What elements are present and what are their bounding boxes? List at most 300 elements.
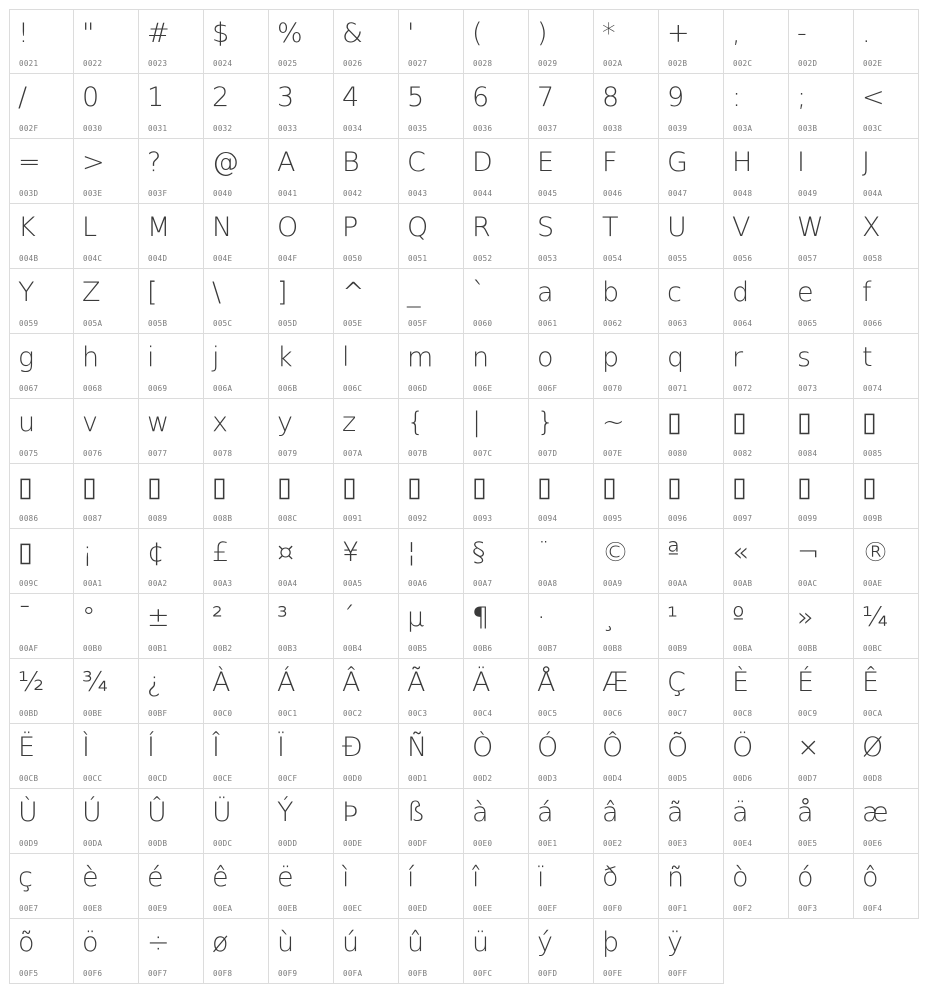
glyph-cell <box>724 594 789 659</box>
glyph-cell <box>529 529 594 594</box>
glyph-codepoint: 00C5 <box>538 709 558 718</box>
glyph-char: G <box>667 147 688 178</box>
glyph-char: H <box>732 147 753 178</box>
glyph-char: ÿ <box>667 927 683 958</box>
glyph-cell <box>854 334 919 399</box>
glyph-char: p <box>602 342 620 373</box>
glyph-char: L <box>82 212 98 243</box>
glyph-codepoint: 00DB <box>148 839 168 848</box>
glyph-codepoint: 004C <box>83 254 103 263</box>
glyph-char: Y <box>18 277 35 308</box>
glyph-cell <box>9 659 74 724</box>
glyph-char: Ö <box>732 732 754 763</box>
glyph-char: ä <box>732 797 749 828</box>
glyph-cell <box>789 269 854 334</box>
glyph-codepoint: 006E <box>473 384 493 393</box>
glyph-codepoint: 0031 <box>148 124 168 133</box>
glyph-cell <box>269 399 334 464</box>
glyph-cell <box>334 659 399 724</box>
glyph-codepoint: 0034 <box>343 124 363 133</box>
glyph-char: W <box>797 212 824 243</box>
glyph-cell <box>399 399 464 464</box>
glyph-cell <box>789 659 854 724</box>
glyph-char: ▯ <box>732 407 747 438</box>
glyph-cell <box>269 139 334 204</box>
glyph-cell <box>594 204 659 269</box>
glyph-cell <box>529 789 594 854</box>
glyph-cell <box>139 659 204 724</box>
glyph-cell <box>529 464 594 529</box>
glyph-codepoint: 0085 <box>863 449 883 458</box>
glyph-cell <box>204 529 269 594</box>
glyph-char: Û <box>147 797 167 828</box>
glyph-cell <box>269 9 334 74</box>
glyph-codepoint: 00EC <box>343 904 363 913</box>
glyph-char: Æ <box>602 667 629 698</box>
glyph-char: ¡ <box>82 537 93 568</box>
glyph-cell <box>529 334 594 399</box>
glyph-cell <box>724 74 789 139</box>
glyph-cell <box>334 399 399 464</box>
glyph-cell <box>139 204 204 269</box>
glyph-cell <box>399 659 464 724</box>
glyph-char: $ <box>212 18 230 49</box>
glyph-cell <box>399 464 464 529</box>
glyph-char: / <box>18 82 28 113</box>
glyph-codepoint: 00C2 <box>343 709 363 718</box>
glyph-codepoint: 0050 <box>343 254 363 263</box>
glyph-codepoint: 00B6 <box>473 644 493 653</box>
glyph-cell <box>139 594 204 659</box>
glyph-codepoint: 00D2 <box>473 774 493 783</box>
glyph-char: @ <box>212 147 239 178</box>
glyph-char: £ <box>212 537 230 568</box>
glyph-char: ¶ <box>472 602 490 633</box>
glyph-codepoint: 0074 <box>863 384 883 393</box>
glyph-char: O <box>277 212 299 243</box>
glyph-cell <box>529 399 594 464</box>
glyph-cell <box>464 74 529 139</box>
glyph-char: « <box>732 537 749 568</box>
glyph-char: í <box>407 862 415 893</box>
glyph-cell <box>334 854 399 919</box>
glyph-char: h <box>82 342 100 373</box>
glyph-char: f <box>862 277 872 308</box>
glyph-codepoint: 006D <box>408 384 428 393</box>
glyph-char: Í <box>147 732 155 763</box>
glyph-char: Ò <box>472 732 494 763</box>
glyph-codepoint: 00A4 <box>278 579 298 588</box>
glyph-codepoint: 0063 <box>668 319 688 328</box>
glyph-cell <box>854 594 919 659</box>
glyph-codepoint: 0094 <box>538 514 558 523</box>
glyph-char: à <box>472 797 489 828</box>
glyph-cell <box>724 529 789 594</box>
glyph-char: ) <box>537 18 548 49</box>
glyph-cell <box>594 139 659 204</box>
glyph-codepoint: 00BF <box>148 709 168 718</box>
glyph-codepoint: 0035 <box>408 124 428 133</box>
glyph-cell <box>854 789 919 854</box>
glyph-char: n <box>472 342 490 373</box>
glyph-codepoint: 00AE <box>863 579 883 588</box>
glyph-char: U <box>667 212 687 243</box>
glyph-char: > <box>82 147 105 178</box>
glyph-char: + <box>667 18 690 49</box>
glyph-codepoint: 00BC <box>863 644 883 653</box>
glyph-codepoint: 005B <box>148 319 168 328</box>
glyph-char: - <box>797 18 807 49</box>
glyph-cell <box>334 529 399 594</box>
glyph-codepoint: 0023 <box>148 59 168 68</box>
glyph-char: N <box>212 212 233 243</box>
glyph-cell <box>139 724 204 789</box>
glyph-cell <box>204 659 269 724</box>
glyph-char: I <box>797 147 805 178</box>
glyph-cell <box>594 464 659 529</box>
glyph-codepoint: 00E8 <box>83 904 103 913</box>
glyph-cell <box>269 594 334 659</box>
glyph-codepoint: 0086 <box>19 514 39 523</box>
glyph-codepoint: 005D <box>278 319 298 328</box>
glyph-char: ó <box>797 862 814 893</box>
glyph-char: × <box>797 732 820 763</box>
glyph-char: ¬ <box>797 537 820 568</box>
glyph-codepoint: 0045 <box>538 189 558 198</box>
glyph-codepoint: 00FD <box>538 969 558 978</box>
glyph-char: F <box>602 147 618 178</box>
glyph-codepoint: 0072 <box>733 384 753 393</box>
glyph-codepoint: 0062 <box>603 319 623 328</box>
glyph-cell <box>529 724 594 789</box>
glyph-cell <box>854 659 919 724</box>
glyph-cell <box>789 594 854 659</box>
glyph-codepoint: 0030 <box>83 124 103 133</box>
glyph-char: ~ <box>602 407 625 438</box>
glyph-codepoint: 0044 <box>473 189 493 198</box>
glyph-codepoint: 0084 <box>798 449 818 458</box>
glyph-char: ç <box>18 862 33 893</box>
glyph-char: ¹ <box>667 602 678 633</box>
glyph-codepoint: 00EE <box>473 904 493 913</box>
glyph-codepoint: 008C <box>278 514 298 523</box>
glyph-codepoint: 0021 <box>19 59 39 68</box>
glyph-char: ¨ <box>537 537 551 568</box>
glyph-codepoint: 008B <box>213 514 233 523</box>
glyph-codepoint: 00B9 <box>668 644 688 653</box>
glyph-codepoint: 00A7 <box>473 579 493 588</box>
glyph-char: " <box>82 18 95 49</box>
glyph-char: S <box>537 212 555 243</box>
glyph-cell <box>269 919 334 984</box>
glyph-codepoint: 0077 <box>148 449 168 458</box>
glyph-cell <box>204 399 269 464</box>
glyph-cell <box>9 464 74 529</box>
glyph-char: ▯ <box>18 537 33 568</box>
glyph-cell <box>74 919 139 984</box>
glyph-codepoint: 00DC <box>213 839 233 848</box>
glyph-char: J <box>862 147 870 178</box>
glyph-cell <box>594 334 659 399</box>
glyph-cell <box>854 854 919 919</box>
glyph-cell <box>74 464 139 529</box>
glyph-cell <box>659 399 724 464</box>
glyph-codepoint: 00F0 <box>603 904 623 913</box>
glyph-cell <box>789 204 854 269</box>
glyph-codepoint: 00F1 <box>668 904 688 913</box>
glyph-char: ( <box>472 18 483 49</box>
glyph-codepoint: 007E <box>603 449 623 458</box>
glyph-codepoint: 00C8 <box>733 709 753 718</box>
glyph-char: Å <box>537 667 556 698</box>
glyph-codepoint: 00CB <box>19 774 39 783</box>
glyph-cell <box>269 74 334 139</box>
glyph-char: ð <box>602 862 619 893</box>
glyph-codepoint: 00E6 <box>863 839 883 848</box>
glyph-char: · <box>537 602 546 633</box>
glyph-cell <box>399 334 464 399</box>
glyph-cell <box>724 724 789 789</box>
glyph-char: Z <box>82 277 101 308</box>
glyph-codepoint: 0057 <box>798 254 818 263</box>
glyph-codepoint: 00FE <box>603 969 623 978</box>
glyph-char: ] <box>277 277 288 308</box>
glyph-codepoint: 0038 <box>603 124 623 133</box>
glyph-cell <box>139 464 204 529</box>
glyph-char: é <box>147 862 164 893</box>
glyph-codepoint: 00FB <box>408 969 428 978</box>
glyph-cell <box>594 789 659 854</box>
glyph-cell <box>854 724 919 789</box>
glyph-char: * <box>602 18 616 49</box>
glyph-cell <box>334 74 399 139</box>
glyph-char: Î <box>212 732 220 763</box>
glyph-cell <box>399 204 464 269</box>
glyph-codepoint: 00F5 <box>19 969 39 978</box>
glyph-char: D <box>472 147 493 178</box>
glyph-cell <box>9 854 74 919</box>
glyph-cell <box>464 724 529 789</box>
glyph-codepoint: 006B <box>278 384 298 393</box>
glyph-codepoint: 00BB <box>798 644 818 653</box>
glyph-char: ï <box>537 862 545 893</box>
glyph-codepoint: 0079 <box>278 449 298 458</box>
glyph-char: è <box>82 862 99 893</box>
glyph-char: k <box>277 342 293 373</box>
glyph-cell <box>529 919 594 984</box>
glyph-char: 3 <box>277 82 295 113</box>
glyph-cell <box>334 919 399 984</box>
glyph-char: K <box>18 212 36 243</box>
glyph-codepoint: 0089 <box>148 514 168 523</box>
glyph-cell <box>399 269 464 334</box>
glyph-codepoint: 00DD <box>278 839 298 848</box>
glyph-char: â <box>602 797 619 828</box>
glyph-cell <box>854 269 919 334</box>
glyph-codepoint: 00B7 <box>538 644 558 653</box>
glyph-cell <box>854 74 919 139</box>
glyph-cell <box>464 919 529 984</box>
glyph-cell <box>269 464 334 529</box>
glyph-cell <box>204 204 269 269</box>
glyph-codepoint: 00A9 <box>603 579 623 588</box>
glyph-cell <box>659 854 724 919</box>
glyph-codepoint: 004D <box>148 254 168 263</box>
glyph-char: ô <box>862 862 879 893</box>
glyph-cell <box>464 659 529 724</box>
glyph-codepoint: 0087 <box>83 514 103 523</box>
glyph-codepoint: 00B3 <box>278 644 298 653</box>
glyph-char: ° <box>82 602 96 633</box>
glyph-char: ▯ <box>862 407 877 438</box>
glyph-codepoint: 0071 <box>668 384 688 393</box>
glyph-char: ▯ <box>18 472 33 503</box>
glyph-char: Ù <box>18 797 38 828</box>
glyph-cell <box>9 594 74 659</box>
glyph-cell <box>269 269 334 334</box>
glyph-cell <box>529 74 594 139</box>
glyph-char: l <box>342 342 350 373</box>
glyph-cell <box>529 269 594 334</box>
glyph-codepoint: 0078 <box>213 449 233 458</box>
glyph-char: Ë <box>18 732 36 763</box>
glyph-codepoint: 00B1 <box>148 644 168 653</box>
glyph-codepoint: 00B0 <box>83 644 103 653</box>
glyph-char: ▯ <box>862 472 877 503</box>
glyph-cell <box>789 854 854 919</box>
glyph-codepoint: 005C <box>213 319 233 328</box>
glyph-cell <box>789 139 854 204</box>
glyph-cell <box>399 919 464 984</box>
glyph-char: Õ <box>667 732 689 763</box>
glyph-cell <box>529 139 594 204</box>
glyph-cell <box>659 334 724 399</box>
glyph-codepoint: 00FF <box>668 969 688 978</box>
glyph-codepoint: 00EA <box>213 904 233 913</box>
glyph-cell <box>74 204 139 269</box>
glyph-char: ¼ <box>862 602 889 633</box>
glyph-cell <box>399 529 464 594</box>
glyph-codepoint: 0026 <box>343 59 363 68</box>
glyph-cell <box>74 854 139 919</box>
glyph-char: î <box>472 862 480 893</box>
glyph-codepoint: 00C7 <box>668 709 688 718</box>
glyph-char: < <box>862 82 885 113</box>
glyph-char: ª <box>667 537 680 568</box>
glyph-char: & <box>342 18 364 49</box>
glyph-char: ▯ <box>602 472 617 503</box>
glyph-char: w <box>147 407 170 438</box>
glyph-cell <box>269 854 334 919</box>
glyph-char: Q <box>407 212 429 243</box>
glyph-char: X <box>862 212 881 243</box>
glyph-cell <box>659 659 724 724</box>
glyph-cell <box>724 464 789 529</box>
glyph-char: m <box>407 342 434 373</box>
glyph-cell <box>139 269 204 334</box>
glyph-cell <box>789 789 854 854</box>
glyph-codepoint: 002C <box>733 59 753 68</box>
glyph-codepoint: 00F6 <box>83 969 103 978</box>
glyph-codepoint: 00C0 <box>213 709 233 718</box>
glyph-cell <box>74 399 139 464</box>
glyph-cell <box>594 74 659 139</box>
glyph-char: % <box>277 18 303 49</box>
glyph-char: 6 <box>472 82 490 113</box>
glyph-cell <box>659 204 724 269</box>
glyph-cell <box>659 594 724 659</box>
glyph-codepoint: 00E9 <box>148 904 168 913</box>
glyph-cell <box>269 529 334 594</box>
glyph-char: o <box>537 342 554 373</box>
glyph-cell <box>399 139 464 204</box>
glyph-codepoint: 002E <box>863 59 883 68</box>
glyph-char: 0 <box>82 82 100 113</box>
glyph-cell <box>659 269 724 334</box>
glyph-codepoint: 0099 <box>798 514 818 523</box>
glyph-cell <box>74 334 139 399</box>
glyph-char: © <box>602 537 629 568</box>
glyph-cell <box>854 529 919 594</box>
glyph-cell <box>204 9 269 74</box>
glyph-char: y <box>277 407 293 438</box>
glyph-codepoint: 0024 <box>213 59 233 68</box>
glyph-codepoint: 00F3 <box>798 904 818 913</box>
glyph-codepoint: 0040 <box>213 189 233 198</box>
glyph-char: Ã <box>407 667 426 698</box>
glyph-codepoint: 0091 <box>343 514 363 523</box>
glyph-codepoint: 004F <box>278 254 298 263</box>
glyph-char: ü <box>472 927 490 958</box>
glyph-cell <box>334 594 399 659</box>
glyph-codepoint: 00DF <box>408 839 428 848</box>
glyph-codepoint: 0048 <box>733 189 753 198</box>
glyph-char: Ó <box>537 732 559 763</box>
glyph-cell <box>9 919 74 984</box>
glyph-codepoint: 0032 <box>213 124 233 133</box>
glyph-char: ú <box>342 927 360 958</box>
glyph-char: ▯ <box>472 472 487 503</box>
glyph-codepoint: 00B4 <box>343 644 363 653</box>
glyph-codepoint: 00BA <box>733 644 753 653</box>
glyph-cell <box>74 74 139 139</box>
glyph-cell <box>139 9 204 74</box>
glyph-codepoint: 00ED <box>408 904 428 913</box>
glyph-codepoint: 003A <box>733 124 753 133</box>
glyph-char: s <box>797 342 812 373</box>
glyph-codepoint: 00B8 <box>603 644 623 653</box>
glyph-codepoint: 00E5 <box>798 839 818 848</box>
glyph-codepoint: 002D <box>798 59 818 68</box>
glyph-cell <box>724 269 789 334</box>
glyph-cell <box>204 269 269 334</box>
glyph-cell <box>9 789 74 854</box>
glyph-cell <box>464 334 529 399</box>
glyph-codepoint: 00D5 <box>668 774 688 783</box>
glyph-char: Ï <box>277 732 285 763</box>
glyph-cell <box>204 919 269 984</box>
glyph-codepoint: 004E <box>213 254 233 263</box>
glyph-char: : <box>732 82 742 113</box>
glyph-cell <box>74 269 139 334</box>
glyph-cell <box>269 204 334 269</box>
glyph-cell <box>204 789 269 854</box>
glyph-char: ö <box>82 927 99 958</box>
glyph-char: ¢ <box>147 537 165 568</box>
glyph-char: . <box>862 18 871 49</box>
glyph-char: { <box>407 407 425 438</box>
glyph-codepoint: 0066 <box>863 319 883 328</box>
